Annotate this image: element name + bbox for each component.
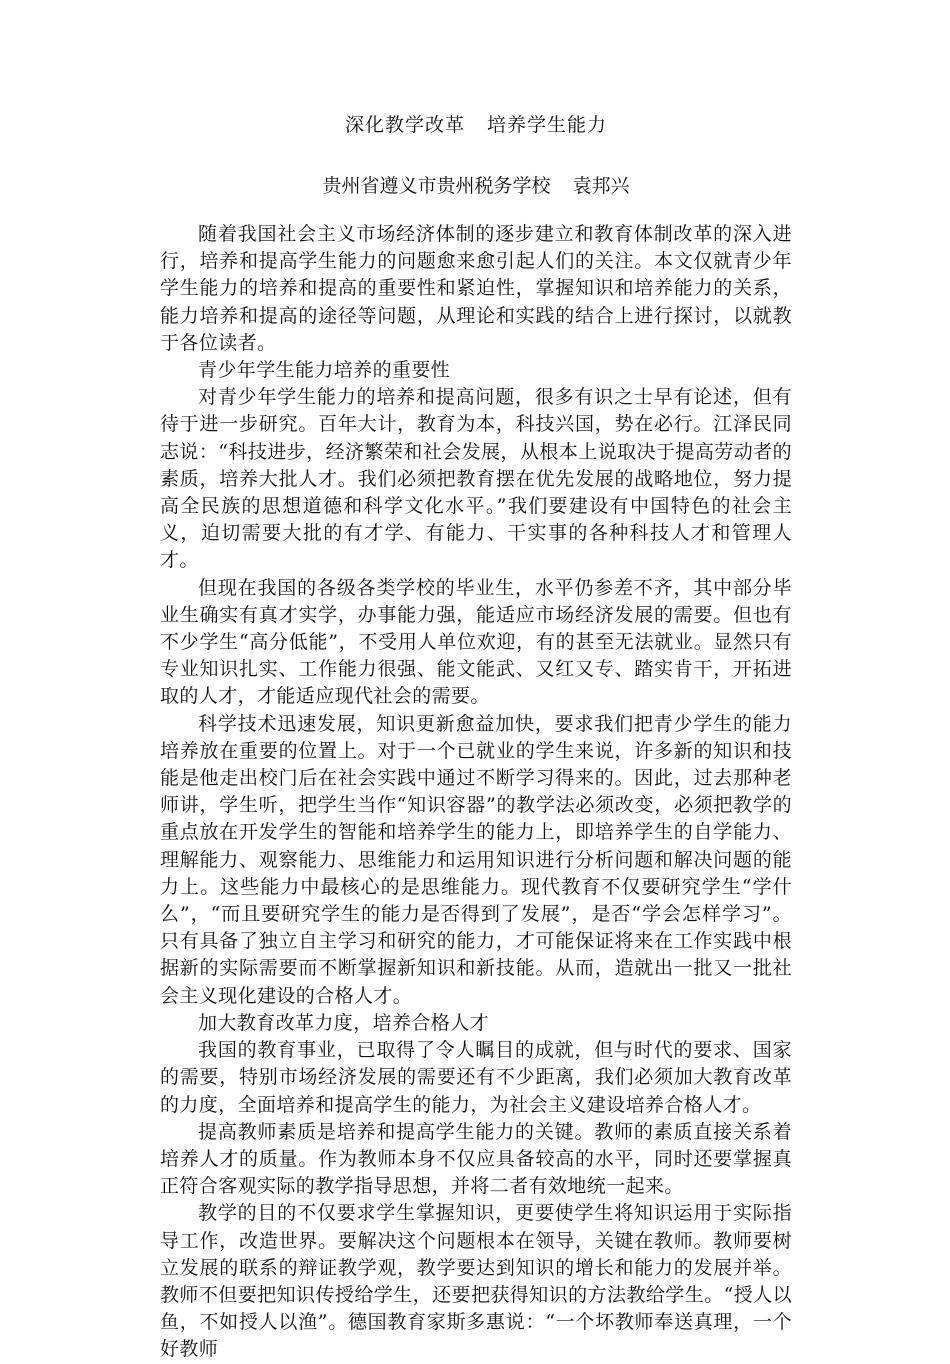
title-part-1: 深化教学改革 (344, 114, 465, 136)
body-paragraph: 对青少年学生能力的培养和提高问题，很多有识之士早有论述，但有待于进一步研究。百年大计，教育为本，科技兴国，势在必行。江泽民同志说：“科技进步，经济繁荣和社会发展，从根本上说取决于提高劳动者的素质，培养大批人才。我们必须把教育摆在优先发展的战略地位，努力提高全民族的思想道德和科学文化水平。”我们要建设有中国特色的社会主义，迫切需要大批的有才学、有能力、干实事的各种科技人才和管理人才。 (160, 386, 792, 572)
body-paragraph: 但现在我国的各级各类学校的毕业生，水平仍参差不齐，其中部分毕业生确实有真才实学，办事能力强，能适应市场经济发展的需要。但也有不少学生“高分低能”，不受用人单位欢迎，有的甚至无法就业。显然只有专业知识扎实、工作能力很强、能文能武、又红又专、踏实肯干，开拓进取的人才，才能适应现代社会的需要。 (160, 576, 792, 708)
document-body (160, 221, 792, 1364)
author-byline (160, 173, 792, 199)
body-paragraph: 我国的教育事业，已取得了令人瞩目的成就，但与时代的要求、国家的需要，特别市场经济发展的需要还有不少距离，我们必须加大教育改革的力度，全面培养和提高学生的能力，为社会主义建设培养合格人才。 (160, 1039, 792, 1116)
byline-author: 袁邦兴 (572, 175, 630, 197)
document-page (160, 112, 792, 1364)
body-paragraph: 科学技术迅速发展，知识更新愈益加快，要求我们把青少学生的能力培养放在重要的位置上。对于一个已就业的学生来说，许多新的知识和技能是他走出校门后在社会实践中通过不断学习得来的。因此，过去那种老师讲，学生听，把学生当作“知识容器”的教学法必须改变，必须把教学的重点放在开发学生的智能和培养学生的能力上，即培养学生的自学能力、理解能力、观察能力、思维能力和运用知识进行分析问题和解决问题的能力上。这些能力中最核心的是思维能力。现代教育不仅要研究学生“学什么”，“而且要研究学生的能力是否得到了发展”，是否“学会怎样学习”。只有具备了独立自主学习和研究的能力，才可能保证将来在工作实践中根据新的实际需要而不断掌握新知识和新技能。从而，造就出一批又一批社会主义现化建设的合格人才。 (160, 712, 792, 1007)
title-part-2: 培养学生能力 (487, 114, 608, 136)
byline-school: 贵州省遵义市贵州税务学校 (322, 175, 551, 197)
document-title (160, 112, 792, 138)
body-paragraph: 提高教师素质是培养和提高学生能力的关键。教师的素质直接关系着培养人才的质量。作为教师本身不仅应具备较高的水平，同时还要掌握真正符合客观实际的教学指导思想，并将二者有效地统一起来。 (160, 1120, 792, 1198)
body-paragraph-intro: 随着我国社会主义市场经济体制的逐步建立和教育体制改革的深入进行，培养和提高学生能力的问题愈来愈引起人们的关注。本文仅就青少年学生能力的培养和提高的重要性和紧迫性，掌握知识和培养能力的关系，能力培养和提高的途径等问题，从理论和实践的结合上进行探讨，以就教于各位读者。 (160, 223, 792, 354)
body-paragraph: 教学的目的不仅要求学生掌握知识，更要使学生将知识运用于实际指导工作，改造世界。要解决这个问题根本在领导，关键在教师。教师要树立发展的联系的辩证教学观，教学要达到知识的增长和能力的发展并举。教师不但要把知识传授给学生，还要把获得知识的方法教给学生。“授人以鱼，不如授人以渔”。德国教育家斯多惠说：“一个坏教师奉送真理，一个好教师 (160, 1202, 792, 1361)
section-heading-importance: 青少年学生能力培养的重要性 (198, 359, 451, 382)
section-heading-reform: 加大教育改革力度，培养合格人才 (198, 1011, 490, 1034)
